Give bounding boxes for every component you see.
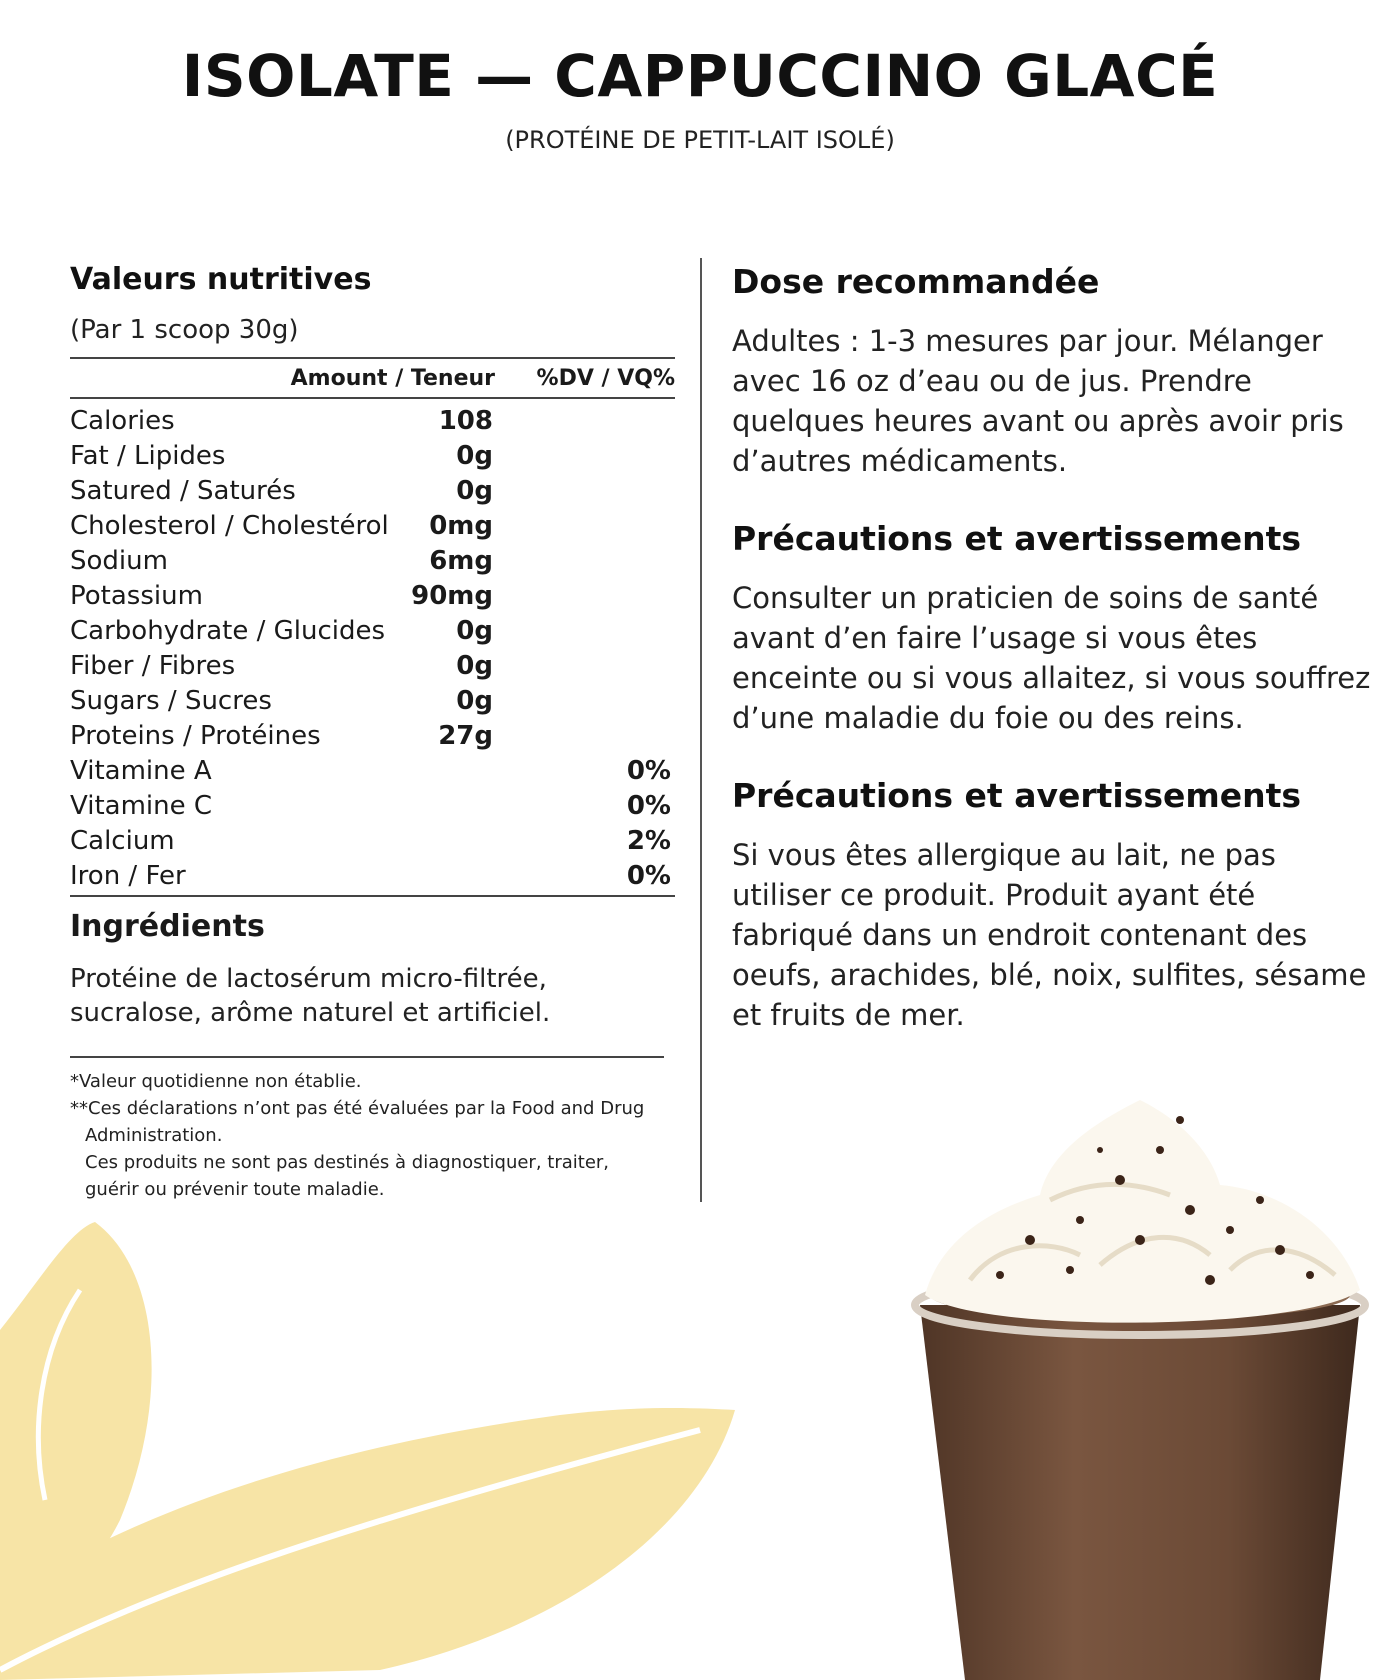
precautions-text-1: Consulter un praticien de soins de santé avant d’en faire l’usage si vous êtes enceinte ou si vous allaitez, si vous souffrez d’une maladie du foie ou des reins.: [732, 581, 1371, 735]
nutrient-name: Cholesterol / Cholestérol: [70, 511, 389, 541]
amount-column-header: Amount / Teneur: [290, 366, 495, 391]
footnote-1: *Valeur quotidienne non établie.: [70, 1071, 362, 1092]
nutrition-row: [70, 438, 675, 473]
iced-cappuccino-image: [880, 1090, 1400, 1680]
precautions-heading-1: Précautions et avertissements: [732, 519, 1302, 558]
nutrition-row: [70, 718, 675, 753]
nutrient-amount: 0g: [456, 476, 493, 506]
nutrition-row: [70, 508, 675, 543]
nutrient-name: Calories: [70, 406, 175, 436]
info-panel: [732, 262, 1372, 1035]
nutrient-name: Fiber / Fibres: [70, 651, 236, 681]
nutrition-heading: Valeurs nutritives: [70, 262, 372, 297]
nutrition-row: [70, 648, 675, 683]
nutrient-dv: 0%: [626, 756, 671, 786]
nutrient-dv: 0%: [626, 861, 671, 891]
nutrient-name: Carbohydrate / Glucides: [70, 616, 386, 646]
footnote-rule: [70, 1056, 664, 1058]
nutrient-amount: 90mg: [411, 581, 493, 611]
dv-column-header: %DV / VQ%: [536, 366, 675, 391]
nutrition-panel: [70, 262, 675, 1203]
ingredients-text: Protéine de lactosérum micro-filtrée, sucralose, arôme naturel et artificiel.: [70, 964, 551, 1028]
nutrient-amount: 108: [438, 406, 493, 436]
nutrition-row: [70, 473, 675, 508]
page-title: ISOLATE — CAPPUCCINO GLACÉ: [181, 42, 1219, 110]
nutrient-name: Proteins / Protéines: [70, 721, 321, 751]
footnote-2: **Ces déclarations n’ont pas été évaluées par la Food and Drug Administration.: [70, 1098, 645, 1146]
nutrition-row: [70, 823, 675, 858]
nutrition-row: [70, 788, 675, 823]
nutrient-name: Satured / Saturés: [70, 476, 296, 506]
nutrition-row: [70, 858, 675, 893]
nutrient-amount: 0g: [456, 441, 493, 471]
nutrient-name: Vitamine A: [70, 756, 212, 786]
nutrient-name: Potassium: [70, 581, 203, 611]
footnotes: [70, 1068, 675, 1203]
nutrient-amount: 27g: [438, 721, 493, 751]
nutrient-name: Sugars / Sucres: [70, 686, 272, 716]
nutrient-name: Calcium: [70, 826, 175, 856]
nutrient-name: Vitamine C: [70, 791, 213, 821]
nutrition-row: [70, 578, 675, 613]
dose-text: Adultes : 1-3 mesures par jour. Mélanger avec 16 oz d’eau ou de jus. Prendre quelques heures avant ou après avoir pris d’autres médicaments.: [732, 324, 1344, 478]
dose-heading: Dose recommandée: [732, 262, 1100, 301]
nutrient-dv: 0%: [626, 791, 671, 821]
precautions-text-2: Si vous êtes allergique au lait, ne pas utiliser ce produit. Produit ayant été fabriqué dans un endroit contenant des oeufs, arachides, blé, noix, sulfites, sésame et fruits de mer.: [732, 838, 1367, 1032]
nutrition-table-header: [70, 359, 675, 399]
nutrition-row: [70, 683, 675, 718]
nutrient-dv: 2%: [626, 826, 671, 856]
nutrient-amount: 0mg: [429, 511, 493, 541]
nutrition-row: [70, 543, 675, 578]
ingredients-heading: Ingrédients: [70, 909, 265, 944]
nutrient-amount: 0g: [456, 686, 493, 716]
nutrition-rows: [70, 399, 675, 897]
nutrient-name: Iron / Fer: [70, 861, 186, 891]
footnote-3: Ces produits ne sont pas destinés à diagnostiquer, traiter, guérir ou prévenir toute maladie.: [85, 1152, 610, 1200]
nutrient-amount: 0g: [456, 616, 493, 646]
nutrition-row: [70, 403, 675, 438]
nutrition-row: [70, 613, 675, 648]
precautions-heading-2: Précautions et avertissements: [732, 776, 1302, 815]
column-divider: [700, 258, 702, 1202]
nutrient-name: Sodium: [70, 546, 168, 576]
nutrient-amount: 6mg: [429, 546, 493, 576]
nutrition-row: [70, 753, 675, 788]
page-subtitle: (PROTÉINE DE PETIT-LAIT ISOLÉ): [505, 126, 895, 154]
nutrient-amount: 0g: [456, 651, 493, 681]
serving-size: (Par 1 scoop 30g): [70, 315, 299, 345]
nutrient-name: Fat / Lipides: [70, 441, 226, 471]
leaf-decoration-icon: [0, 1200, 760, 1680]
nutrition-table: [70, 357, 675, 897]
